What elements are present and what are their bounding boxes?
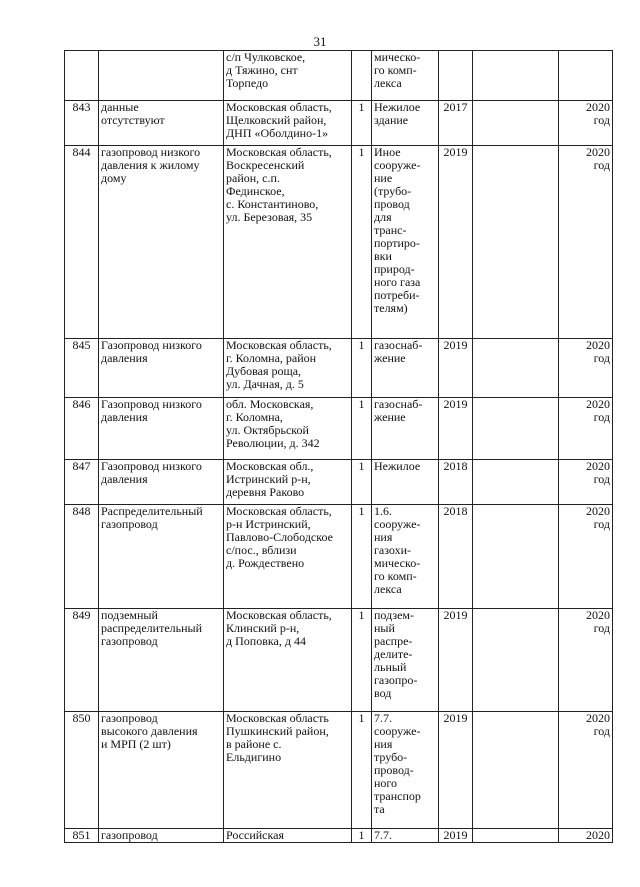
year-cell: 2019 [439, 146, 473, 339]
address-cell: Московская область Пушкинский район, в районе с. Ельдигино [224, 712, 352, 829]
empty-cell [473, 51, 559, 101]
year-cell: 2018 [439, 505, 473, 609]
object-name-cell: газопровод [99, 829, 224, 843]
table-row [65, 712, 613, 829]
table-row [65, 339, 613, 398]
quantity-cell [352, 51, 372, 101]
term-cell: 2020 год [559, 398, 613, 460]
empty-cell [473, 712, 559, 829]
table-row [65, 398, 613, 460]
year-cell: 2019 [439, 829, 473, 843]
quantity-cell: 1 [352, 609, 372, 712]
table-row [65, 505, 613, 609]
quantity-cell: 1 [352, 712, 372, 829]
purpose-cell: газоснаб- жение [372, 398, 439, 460]
empty-cell [473, 398, 559, 460]
term-cell: 2020 год [559, 460, 613, 505]
purpose-cell: Нежилое здание [372, 101, 439, 146]
empty-cell [473, 505, 559, 609]
purpose-cell: 7.7. сооруже- ния трубо- провод- ного транспор та [372, 712, 439, 829]
purpose-cell: мическо- го комп- лекса [372, 51, 439, 101]
table-row [65, 51, 613, 101]
purpose-cell: 7.7. [372, 829, 439, 843]
purpose-cell: Иное сооруже- ние (трубо- провод для транс- портиро- вки природ- ного газа потреби- телям) [372, 146, 439, 339]
year-cell: 2017 [439, 101, 473, 146]
object-name-cell: газопровод низкого давления к жилому дому [99, 146, 224, 339]
table-row [65, 101, 613, 146]
row-number-cell: 849 [65, 609, 99, 712]
quantity-cell: 1 [352, 339, 372, 398]
page-number: 31 [313, 34, 327, 49]
purpose-cell: Нежилое [372, 460, 439, 505]
address-cell: Российская [224, 829, 352, 843]
purpose-cell: подзем- ный распре- делите- льный газопро- вод [372, 609, 439, 712]
row-number-cell: 848 [65, 505, 99, 609]
year-cell: 2019 [439, 712, 473, 829]
year-cell [439, 51, 473, 101]
term-cell [559, 51, 613, 101]
object-name-cell: Газопровод низкого давления [99, 460, 224, 505]
object-name-cell: данные отсутствуют [99, 101, 224, 146]
purpose-cell: газоснаб- жение [372, 339, 439, 398]
empty-cell [473, 146, 559, 339]
address-cell: Московская область, р-н Истринский, Павлово-Слободское с/пос., вблизи д. Рождествено [224, 505, 352, 609]
row-number-cell: 846 [65, 398, 99, 460]
address-cell: Московская область, Воскресенский район, с.п. Фединское, с. Константиново, ул. Березовая, 35 [224, 146, 352, 339]
term-cell: 2020 год [559, 101, 613, 146]
year-cell: 2018 [439, 460, 473, 505]
term-cell: 2020 год [559, 146, 613, 339]
quantity-cell: 1 [352, 460, 372, 505]
address-cell: Московская область, Щелковский район, ДНП «Оболдино-1» [224, 101, 352, 146]
empty-cell [473, 339, 559, 398]
address-cell: Московская область, г. Коломна, район Дубовая роща, ул. Дачная, д. 5 [224, 339, 352, 398]
table-row [65, 829, 613, 843]
registry-table [64, 50, 613, 843]
quantity-cell: 1 [352, 505, 372, 609]
quantity-cell: 1 [352, 101, 372, 146]
object-name-cell: подземный распределительный газопровод [99, 609, 224, 712]
term-cell: 2020 [559, 829, 613, 843]
term-cell: 2020 год [559, 609, 613, 712]
empty-cell [473, 829, 559, 843]
term-cell: 2020 год [559, 339, 613, 398]
purpose-cell: 1.6. сооруже- ния газохи- мическо- го комп- лекса [372, 505, 439, 609]
quantity-cell: 1 [352, 398, 372, 460]
empty-cell [473, 460, 559, 505]
address-cell: Московская область, Клинский р-н, д Поповка, д 44 [224, 609, 352, 712]
row-number-cell [65, 51, 99, 101]
address-cell: обл. Московская, г. Коломна, ул. Октябрьской Революции, д. 342 [224, 398, 352, 460]
row-number-cell: 843 [65, 101, 99, 146]
row-number-cell: 847 [65, 460, 99, 505]
object-name-cell [99, 51, 224, 101]
year-cell: 2019 [439, 398, 473, 460]
term-cell: 2020 год [559, 505, 613, 609]
row-number-cell: 851 [65, 829, 99, 843]
object-name-cell: Распределительный газопровод [99, 505, 224, 609]
year-cell: 2019 [439, 609, 473, 712]
object-name-cell: газопровод высокого давления и МРП (2 шт) [99, 712, 224, 829]
quantity-cell: 1 [352, 146, 372, 339]
row-number-cell: 845 [65, 339, 99, 398]
table-row [65, 146, 613, 339]
table-row [65, 460, 613, 505]
object-name-cell: Газопровод низкого давления [99, 339, 224, 398]
row-number-cell: 850 [65, 712, 99, 829]
address-cell: с/п Чулковское, д Тяжино, снт Торпедо [224, 51, 352, 101]
empty-cell [473, 609, 559, 712]
empty-cell [473, 101, 559, 146]
table-row [65, 609, 613, 712]
address-cell: Московская обл., Истринский р-н, деревня Раково [224, 460, 352, 505]
row-number-cell: 844 [65, 146, 99, 339]
year-cell: 2019 [439, 339, 473, 398]
term-cell: 2020 год [559, 712, 613, 829]
object-name-cell: Газопровод низкого давления [99, 398, 224, 460]
quantity-cell: 1 [352, 829, 372, 843]
